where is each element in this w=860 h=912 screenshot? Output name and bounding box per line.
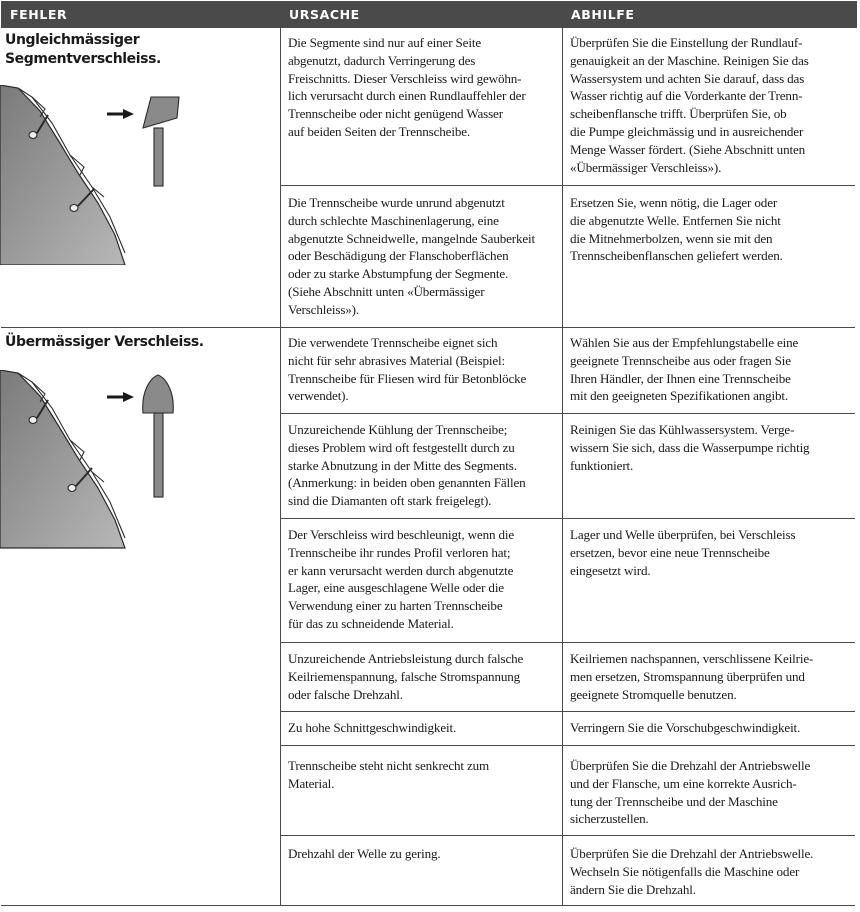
- table-bottom-rule: [1, 905, 855, 906]
- row-separator: [280, 711, 855, 712]
- row-separator: [280, 185, 855, 186]
- row-separator: [280, 642, 855, 643]
- remedy-cell: Keilriemen nachspannen, verschlissene Keilrie- men ersetzen, Stromspannung überprüfen und geeignete Stromquelle benutzen.: [570, 651, 814, 702]
- cause-cell: Die verwendete Trennscheibe eignet sich nicht für sehr abrasives Material (Beispiel: Trennscheibe für Fliesen wird für Betonblöcke verwendet).: [288, 335, 527, 404]
- column-divider: [562, 28, 563, 906]
- remedy-cell: Überprüfen Sie die Einstellung der Rundlauf- genauigkeit an der Maschine. Reinigen Sie das Wassersystem und achten Sie darauf, dass das Wasser richtig auf die Vorderkante der Trenn- scheibenflansche trifft. Überprüfen Sie, ob die Pumpe gleichmässig und in ausreichender Menge Wasser fördert. (Siehe Abschnitt unten «Übermässiger Verschleiss»).: [570, 35, 809, 175]
- remedy-cell: Wählen Sie aus der Empfehlungstabelle eine geeignete Trennscheibe aus oder fragen Sie Ihren Händler, der Ihnen eine Trennscheibe mit den geeigneten Spezifikationen angibt.: [570, 335, 799, 404]
- cause-cell: Unzureichende Antriebsleistung durch falsche Keilriemenspannung, falsche Stromspannung oder falsche Drehzahl.: [288, 651, 524, 702]
- remedy-cell: Überprüfen Sie die Drehzahl der Antriebswelle und der Flansche, um eine korrekte Ausrich- tung der Trennscheibe und der Maschine sicherzustellen.: [570, 758, 811, 827]
- row-separator: [280, 835, 855, 836]
- cause-cell: Drehzahl der Welle zu gering.: [288, 846, 441, 861]
- row-separator: [280, 518, 855, 519]
- fault-label: Übermässiger Verschleiss.: [5, 334, 204, 350]
- remedy-cell: Ersetzen Sie, wenn nötig, die Lager oder die abgenutzte Welle. Entfernen Sie nicht die Mitnehmerbolzen, wenn sie mit den Trennscheibenflanschen geliefert werden.: [570, 195, 783, 264]
- cause-cell: Zu hohe Schnittgeschwindigkeit.: [288, 720, 457, 735]
- row-separator: [280, 413, 855, 414]
- fault-label: Ungleichmässiger Segmentverschleiss.: [5, 32, 161, 67]
- worn-segment-rounded-tip-icon: [0, 370, 190, 550]
- cause-cell: Der Verschleiss wird beschleunigt, wenn die Trennscheibe ihr rundes Profil verloren hat; er kann verursacht werden durch abgenutzte Lager, eine ausgeschlagene Welle oder die Verwendung einer zu harten Trennscheibe für das zu schneidende Material.: [288, 527, 515, 631]
- header-cause: URSACHE: [289, 7, 360, 22]
- row-separator: [280, 745, 855, 746]
- table-header: [1, 1, 857, 28]
- worn-segment-flat-tip-icon: [0, 85, 190, 265]
- section-separator: [1, 327, 855, 328]
- cause-cell: Unzureichende Kühlung der Trennscheibe; dieses Problem wird oft festgestellt durch zu starke Abnutzung in der Mitte des Segments. (Anmerkung: in beiden oben genannten Fällen sind die Diamanten oft stark freigelegt).: [288, 422, 526, 509]
- remedy-cell: Lager und Welle überprüfen, bei Verschleiss ersetzen, bevor eine neue Trennscheibe eingesetzt wird.: [570, 527, 796, 578]
- header-fault: FEHLER: [10, 7, 68, 22]
- cause-cell: Trennscheibe steht nicht senkrecht zum Material.: [288, 758, 490, 791]
- column-divider: [280, 28, 281, 906]
- cause-cell: Die Segmente sind nur auf einer Seite abgenutzt, dadurch Verringerung des Freischnitts. Dieser Verschleiss wird gewöhn- lich verursacht durch einen Rundlauffehler der Trennscheibe oder nicht genügend Wasser auf beiden Seiten der Trennscheibe.: [288, 35, 526, 139]
- remedy-cell: Überprüfen Sie die Drehzahl der Antriebswelle. Wechseln Sie nötigenfalls die Maschine oder ändern Sie die Drehzahl.: [570, 846, 814, 897]
- remedy-cell: Reinigen Sie das Kühlwassersystem. Verge- wissern Sie sich, dass die Wasserpumpe richtig funktioniert.: [570, 422, 810, 473]
- header-remedy: ABHILFE: [571, 7, 635, 22]
- remedy-cell: Verringern Sie die Vorschubgeschwindigkeit.: [570, 720, 801, 735]
- cause-cell: Die Trennscheibe wurde unrund abgenutzt durch schlechte Maschinenlagerung, eine abgenutzte Schneidwelle, mangelnde Sauberkeit oder Beschädigung der Flanschoberflächen oder zu starke Abstumpfung der Segmente. (Siehe Abschnitt unten «Übermässiger Verschleiss»).: [288, 195, 536, 317]
